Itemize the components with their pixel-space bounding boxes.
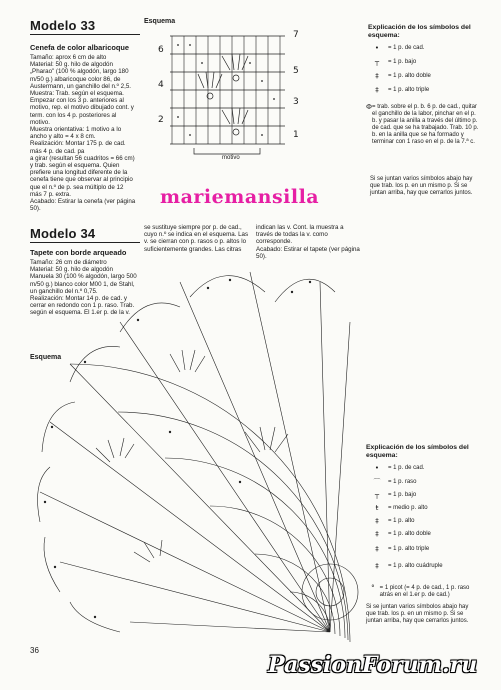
quadruple-treble-icon: ‡: [375, 562, 379, 570]
legend-text: = 1 p. alto: [388, 518, 415, 524]
finishing-text: Acabado: Estirar el tapete (ver página 50).: [256, 245, 360, 260]
size-text: Tamaño: aprox 6 cm de alto: [30, 54, 107, 61]
model-33-legend-title: Explicación de los símbolos del esquema:: [368, 24, 471, 39]
finishing-text: Acabado: Estirar la cenefa (ver página 50).: [30, 198, 136, 213]
making-text-cont: a girar (resultan 56 cuadritos = 66 cm) y trab. según el esquema. Quien prefiere una longitud diferente de la cenefa tiene que observar al principio que el n.º de p. sea múltiplo de 12 más 7 p. extra.: [30, 154, 135, 198]
triple-treble-icon: ‡: [375, 86, 379, 94]
legend-text: = 1 p. bajo: [388, 492, 417, 498]
divider: [30, 34, 140, 35]
size-text: Tamaño: 26 cm de diámetro: [30, 259, 107, 266]
model-34-title: Modelo 34: [30, 226, 96, 241]
treble-crochet-icon: ‡: [375, 530, 379, 538]
row-number: 7: [293, 30, 299, 40]
legend-text: = 1 picot (= 4 p. de cad., 1 p. raso atrás en el 1.er p. de cad.): [379, 585, 470, 598]
legend-note: Si se juntan varios símbolos abajo hay que trab. los p. en un mismo p. Si se juntan arriba, hay que cerrarlos juntos.: [366, 604, 469, 624]
legend-text: = 1 p. alto triple: [388, 87, 430, 93]
model-34-instructions-col3: [256, 224, 360, 260]
row-number: 2: [158, 115, 164, 125]
motivo-label: motivo: [222, 155, 240, 161]
legend-text: = 1 p. de cad.: [388, 465, 425, 471]
model-33-instructions: [30, 54, 136, 212]
model-34-instructions-col2: se sustituye siempre por p. de cad., cuyo n.º se indica en el esquema. Las v. se cierran con p. rasos o p. altos lo suficientemente grandes. Las citras: [144, 224, 249, 253]
legend-text: = 1 p. raso: [388, 479, 417, 485]
row-number: 6: [158, 45, 164, 55]
row-number: 3: [293, 97, 299, 107]
border-crochet-chart: [160, 28, 290, 160]
legend-text: = 1 p. alto doble: [388, 73, 431, 79]
legend-text: = 1 p. alto cuádruple: [388, 563, 443, 569]
chain-icon: •: [374, 44, 380, 52]
legend-text: = 1 p. alto triple: [388, 546, 430, 552]
making-text: Realización: Montar 175 p. de cad. más 4 p. de cad. pa: [30, 140, 126, 155]
legend-item: [366, 73, 480, 80]
legend-text: = medio p. alto: [388, 505, 428, 511]
legend-item: [366, 585, 480, 599]
ring-icon: Ф: [366, 103, 373, 111]
material-text: Material: 50 g. hilo de algodón Manuela 30 (100 % algodón, largo 500 m/50 g.) blanco color M00 1, de Stahl, un ganchillo del n.º 0,75.: [30, 266, 137, 295]
watermark: mariemansilla: [160, 186, 320, 208]
single-crochet-icon: ┬: [374, 491, 380, 499]
legend-note: Si se juntan varios símbolos abajo hay que trab. los p. en un mismo p. Si se juntan arriba, hay que cerrarlos juntos.: [370, 176, 473, 196]
row-number: 4: [158, 80, 164, 90]
triple-treble-icon: ‡: [375, 545, 379, 553]
model-34-legend-title: Explicación de los símbolos del esquema:: [366, 444, 469, 459]
legend-item: [366, 492, 480, 499]
legend-item: [366, 59, 480, 66]
double-crochet-icon: ‡: [375, 517, 379, 525]
slip-stitch-icon: ⌒: [373, 478, 381, 486]
legend-item: [366, 104, 480, 146]
divider: [30, 242, 140, 243]
model-33-title: Modelo 33: [30, 18, 96, 33]
model-33-chart-label: Esquema: [144, 18, 176, 25]
row-number: 5: [293, 66, 299, 76]
page-number: 36: [30, 646, 39, 655]
model-33-subtitle: Cenefa de color albaricoque: [30, 43, 129, 52]
legend-item: [366, 479, 480, 486]
making-text: Realización: Montar 14 p. de cad. y cerrar en redondo con 1 p. raso. Trab. según el esquema. El 1.er p. de la v.: [30, 295, 135, 317]
legend-item: [366, 563, 480, 570]
legend-text: = 1 p. de cad.: [388, 45, 425, 51]
legend-text: = trab. sobre el p. b. 6 p. de cad., quitar el ganchillo de la labor, pinchar en el p. b. y pasar la anilla a través del último p. de cad. que se ha trabajado. Trab. 10 p. b. en la anilla que se ha formado y terminar con 1 raso en el p. de la 7.ª c.: [372, 104, 479, 145]
row-number: 1: [293, 130, 299, 140]
model-34-chart-label: Esquema: [30, 354, 62, 361]
half-double-icon: ŧ: [375, 504, 379, 512]
instruction-text: indican las v. Cont. la muestra a través de todas la v. como corresponde.: [256, 224, 344, 246]
legend-item: [366, 87, 480, 94]
legend-item: [366, 546, 480, 553]
legend-item: [366, 531, 480, 538]
legend-item: [366, 518, 480, 525]
sample-text: Muestra: Trab. según el esquema. Empezar con los 3 p. anteriores al motivo, rep. el motivo dibujado cont. y term. con los 4 p. posteriores al motivo.: [30, 90, 134, 126]
double-treble-icon: ‡: [375, 72, 379, 80]
model-34-subtitle: Tapete con borde arqueado: [30, 248, 127, 257]
legend-text: = 1 p. alto doble: [388, 531, 431, 537]
single-crochet-icon: ┬: [374, 58, 380, 66]
forum-watermark: PassionForum.ru: [268, 652, 478, 678]
legend-item: [366, 45, 480, 52]
material-text: Material: 50 g. hilo de algodón „Pharao" (100 % algodón, largo 180 m/50 g.) albaricoque color 86, de Austermann, un ganchillo del n.º 2,5.: [30, 61, 131, 90]
picot-icon: °: [371, 584, 375, 592]
gauge-text: Muestra orientativa: 1 motivo a lo ancho y alto = 4 x 8 cm.: [30, 126, 122, 141]
doily-crochet-chart: [30, 262, 365, 642]
legend-item: [366, 465, 480, 472]
chain-icon: •: [374, 464, 380, 472]
legend-text: = 1 p. bajo: [388, 59, 417, 65]
legend-item: [366, 505, 480, 512]
